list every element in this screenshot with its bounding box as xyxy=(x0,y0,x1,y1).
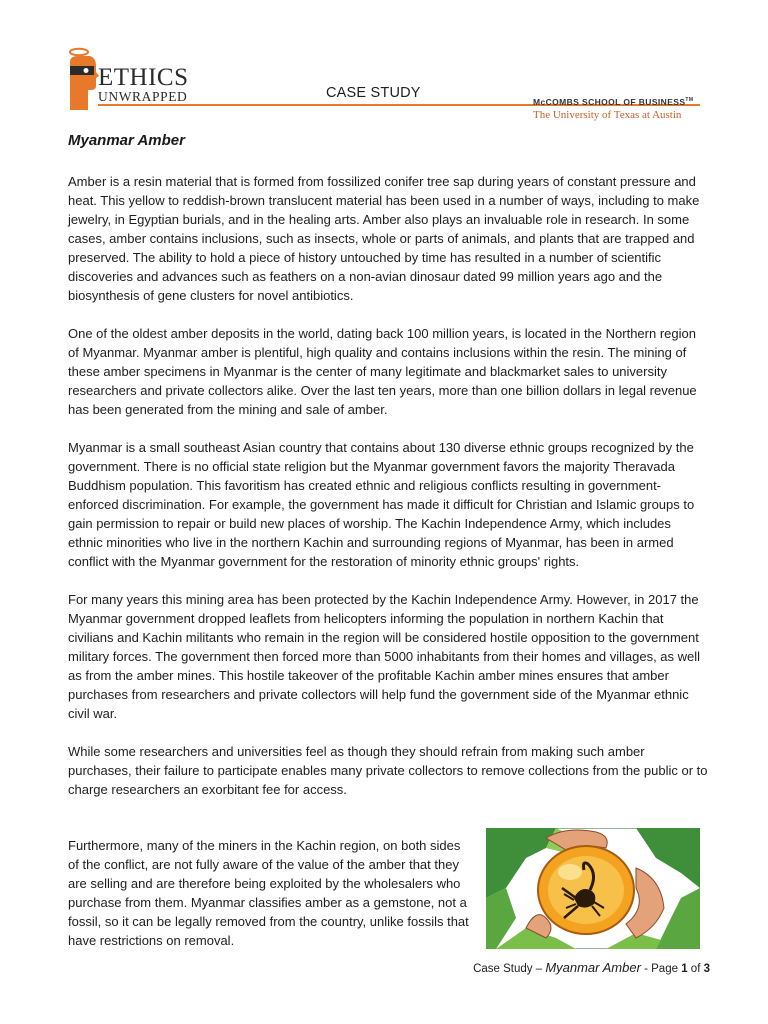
paragraph: For many years this mining area has been protected by the Kachin Independence Army. However, in 2017 the Myanmar government dropped leaflets from helicopters informing the population in northern Kachin that civilians and Kachin militants who remain in the region will be considered hostile opposition to the government military forces. The government then forced more than 5000 inhabitants from their homes and villages, as well as from the amber mines. This hostile takeover of the profitable Kachin amber mines ensures that amber purchases from researchers and private collectors will help fund the government side of the Myanmar ethnic civil war. xyxy=(68,592,701,721)
ethics-unwrapped-logo xyxy=(66,46,216,112)
paragraph-with-image: Furthermore, many of the miners in the Kachin region, on both sides of the conflict, are not fully aware of the value of the amber that they are selling and are therefore being exploited by the wholesalers who purchase from them. Myanmar classifies amber as a gemstone, not a fossil, so it can be legally removed from the country, unlike fossils that have restrictions on removal. xyxy=(68,838,469,948)
footer-of-label: of xyxy=(687,963,704,975)
mccombs-school-label xyxy=(533,97,693,107)
footer-page-total: 3 xyxy=(703,963,710,975)
trademark-mark: TM xyxy=(685,97,694,104)
case-title: Myanmar Amber xyxy=(68,132,185,149)
footer-page-label: - Page xyxy=(640,963,682,975)
logo-underline xyxy=(98,104,204,106)
paragraph: One of the oldest amber deposits in the world, dating back 100 million years, is located in the Northern region of Myanmar. Myanmar amber is plentiful, high quality and contains inclusions within the resin. The mining of these amber specimens in Myanmar is the center of many legitimate and blackmarket sales to university researchers and private collectors alike. Over the last ten years, more than one billion dollars in legal revenue has been generated from the mining and sale of amber. xyxy=(68,326,697,417)
paragraph: Amber is a resin material that is formed from fossilized conifer tree sap during years of constant pressure and heat. This yellow to reddish-brown translucent material has been used in a number of ways, including to make jewelry, in Egyptian burials, and in the healing arts. Amber also plays an invaluable role in research. In some cases, amber contains inclusions, such as insects, whole or parts of animals, and plants that are trapped and preserved. The ability to hold a piece of history untouched by time has resulted in a number of scientific discoveries and advances such as feathers on a non-avian dinosaur dated 99 million years ago and the biosynthesis of gene clusters for novel antibiotics. xyxy=(68,174,700,303)
footer-doc-title: Myanmar Amber xyxy=(545,960,641,975)
university-label: The University of Texas at Austin xyxy=(533,109,682,121)
paragraph: While some researchers and universities feel as though they should refrain from making such amber purchases, their failure to participate enables many private collectors to remove collections from the public or to charge researchers an exorbitant fee for access. xyxy=(68,744,708,797)
page-header xyxy=(0,0,768,130)
case-study-label: CASE STUDY xyxy=(326,85,421,101)
logo-ethics-text: ETHICS xyxy=(98,64,189,91)
footer-prefix: Case Study – xyxy=(473,963,546,975)
case-body xyxy=(68,172,708,818)
page-footer xyxy=(430,960,710,975)
paragraph: Myanmar is a small southeast Asian country that contains about 130 diverse ethnic groups recognized by the government. There is no official state religion but the Myanmar government favors the majority Theravada Buddhism population. This favoritism has created ethnic and religious conflicts resulting in government-enforced discrimination. For example, the government has made it difficult for Christian and Islamic groups to gain permission to repair or build new places of worship. The Kachin Independence Army, which includes ethnic minorities who live in the northern Kachin and surrounding regions of Myanmar, has been in armed conflict with the Myanmar government for the restoration of minority ethnic groups' rights. xyxy=(68,440,695,569)
footer-page-number: 1 xyxy=(681,963,688,975)
mccombs-school-text: McCOMBS SCHOOL OF BUSINESS xyxy=(533,97,686,107)
head-silhouette-icon xyxy=(66,46,100,112)
logo-unwrapped-text: UNWRAPPED xyxy=(98,89,188,104)
amber-scorpion-illustration xyxy=(486,828,700,949)
